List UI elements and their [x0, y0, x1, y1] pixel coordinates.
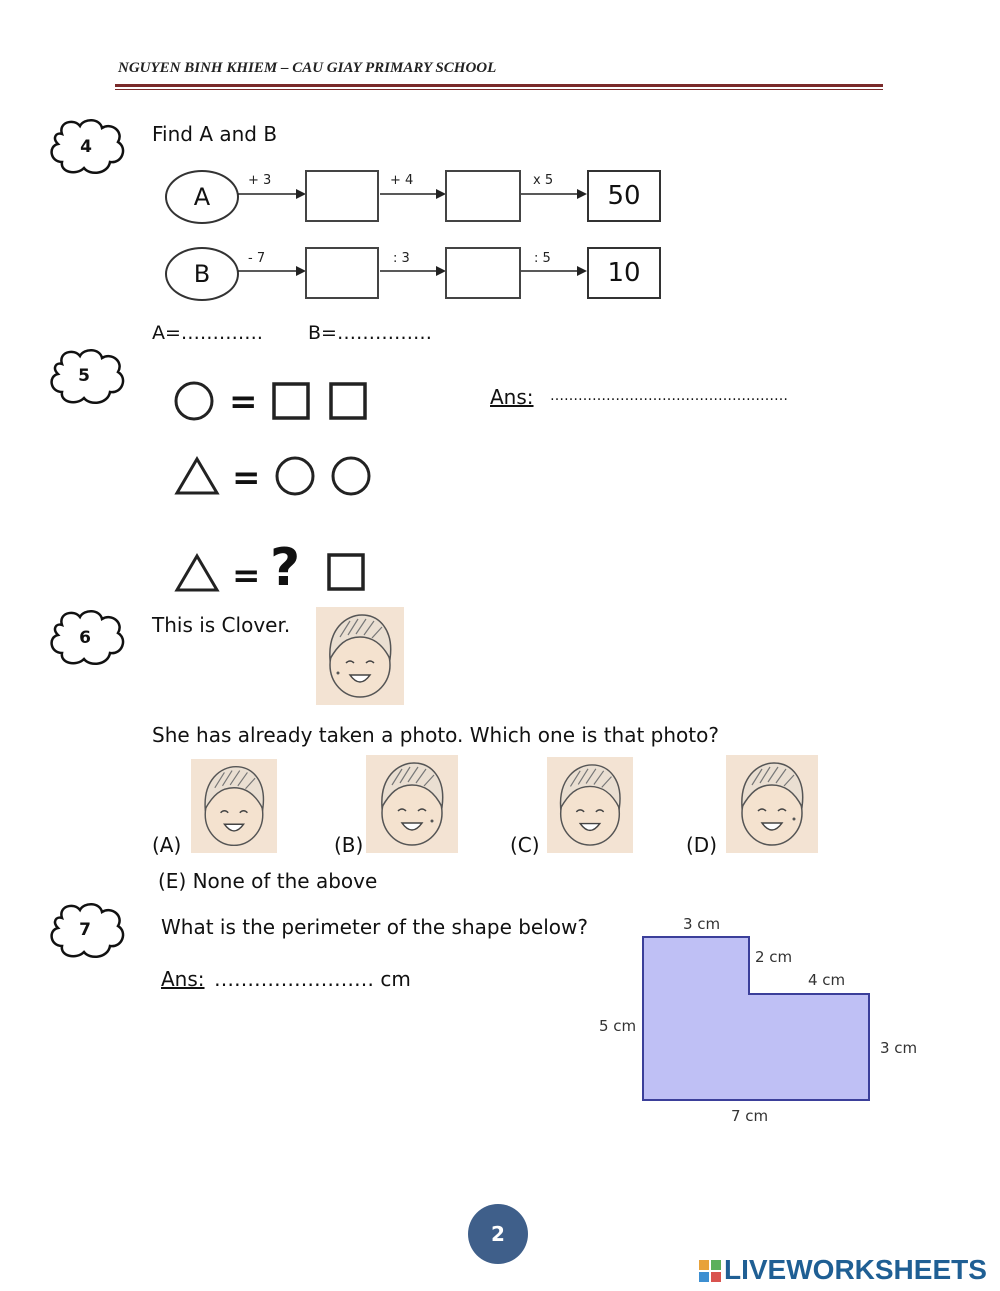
option-d-label[interactable]: (D) — [686, 833, 718, 857]
triangle-icon — [173, 455, 221, 497]
result-a-value: 50 — [607, 181, 641, 211]
question-number-4: 4 — [80, 137, 92, 157]
op-b-1: - 7 — [248, 251, 266, 266]
school-header: NGUYEN BINH KHIEM – CAU GIAY PRIMARY SCHOOL — [118, 60, 497, 76]
question-number-7: 7 — [79, 920, 91, 940]
arrow-icon — [519, 186, 591, 202]
equals-sign: = — [229, 382, 258, 422]
square-icon — [326, 552, 366, 592]
result-box-a — [587, 170, 661, 222]
answer-b-field[interactable]: B=…………… — [308, 322, 432, 344]
q7-question: What is the perimeter of the shape below? — [161, 915, 589, 939]
option-c-face-image[interactable] — [547, 757, 633, 853]
square-icon — [328, 381, 368, 421]
oval-b — [165, 247, 239, 301]
triangle-icon — [173, 552, 221, 594]
question-number-6: 6 — [79, 628, 91, 648]
circle-icon — [330, 455, 374, 499]
oval-b-label: B — [193, 260, 211, 288]
blank-box-a1[interactable] — [305, 170, 379, 222]
arrow-icon — [378, 263, 450, 279]
blank-box-b1[interactable] — [305, 247, 379, 299]
q4-prompt: Find A and B — [152, 122, 278, 146]
header-rule — [115, 84, 883, 87]
oval-a-label: A — [193, 183, 211, 211]
op-a-3: x 5 — [533, 173, 554, 188]
option-a-label[interactable]: (A) — [152, 833, 182, 857]
arrow-icon — [236, 263, 308, 279]
op-b-2: : 3 — [393, 251, 410, 266]
label-bottom: 7 cm — [731, 1107, 769, 1125]
arrow-icon — [378, 186, 450, 202]
equals-sign: = — [232, 556, 261, 596]
q6-question: She has already taken a photo. Which one is that photo? — [152, 723, 719, 747]
result-box-b — [587, 247, 661, 299]
clover-face-image — [316, 607, 404, 705]
arrow-icon — [519, 263, 591, 279]
square-icon — [271, 381, 311, 421]
result-b-value: 10 — [607, 258, 641, 288]
option-c-label[interactable]: (C) — [510, 833, 540, 857]
op-a-2: + 4 — [390, 173, 414, 188]
op-a-1: + 3 — [248, 173, 272, 188]
circle-icon — [173, 380, 217, 424]
label-right: 3 cm — [880, 1039, 918, 1057]
op-b-3: : 5 — [534, 251, 551, 266]
q5-ans-label: Ans: — [490, 385, 534, 409]
option-d-face-image[interactable] — [726, 755, 818, 853]
page-number: 2 — [491, 1222, 505, 1246]
arrow-icon — [236, 186, 308, 202]
option-b-face-image[interactable] — [366, 755, 458, 853]
q5-answer-field[interactable]: …………………………………………… — [550, 388, 788, 404]
label-step-vertical: 2 cm — [755, 948, 793, 966]
blank-box-b2[interactable] — [445, 247, 521, 299]
q7-ans-label: Ans: — [161, 967, 205, 991]
q7-answer-field[interactable]: …………………… cm — [214, 967, 411, 991]
question-mark: ? — [270, 538, 301, 598]
label-left: 5 cm — [599, 1017, 637, 1035]
q6-intro: This is Clover. — [152, 613, 291, 637]
liveworksheets-brand: LIVEWORKSHEETS — [724, 1254, 987, 1285]
answer-a-field[interactable]: A=…………. — [152, 322, 263, 344]
option-e-label[interactable]: (E) None of the above — [158, 869, 378, 893]
oval-a — [165, 170, 239, 224]
header-rule-thin — [115, 89, 883, 90]
question-number-5: 5 — [78, 366, 90, 386]
option-b-label[interactable]: (B) — [334, 833, 364, 857]
liveworksheets-logo-icon — [698, 1259, 722, 1283]
page-number-badge — [468, 1204, 528, 1264]
option-a-face-image[interactable] — [191, 759, 277, 853]
blank-box-a2[interactable] — [445, 170, 521, 222]
circle-icon — [274, 455, 318, 499]
label-step-horizontal: 4 cm — [808, 971, 846, 989]
equals-sign: = — [232, 458, 261, 498]
label-top: 3 cm — [683, 915, 721, 933]
